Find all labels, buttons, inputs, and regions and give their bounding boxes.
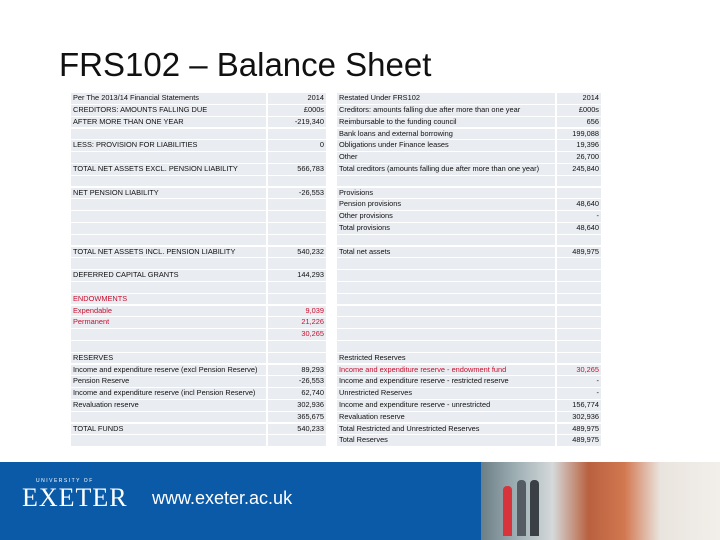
row-value <box>268 235 326 246</box>
row-label: TOTAL NET ASSETS INCL. PENSION LIABILITY <box>71 247 266 258</box>
table-row <box>71 434 326 446</box>
row-label: Income and expenditure reserve - endowment fund <box>337 365 555 376</box>
row-value: 156,774 <box>557 400 601 411</box>
table-row <box>71 352 326 364</box>
row-label <box>337 235 555 246</box>
table-row <box>71 234 326 246</box>
table-row <box>71 92 326 104</box>
row-value <box>557 270 601 281</box>
table-row <box>337 399 601 411</box>
row-label: Other provisions <box>337 211 555 222</box>
row-label <box>337 258 555 269</box>
table-row <box>337 210 601 222</box>
row-label <box>71 176 266 187</box>
row-label: Expendable <box>71 306 266 317</box>
table-row <box>337 257 601 269</box>
table-row <box>71 422 326 434</box>
row-label: Per The 2013/14 Financial Statements <box>71 93 266 104</box>
table-row <box>337 411 601 423</box>
row-value: 489,975 <box>557 247 601 258</box>
row-value: £000s <box>557 105 601 116</box>
row-label: Revaluation reserve <box>71 400 266 411</box>
table-row <box>71 269 326 281</box>
table-row <box>71 293 326 305</box>
table-row <box>71 151 326 163</box>
row-label: Other <box>337 152 555 163</box>
table-row <box>337 92 601 104</box>
row-value <box>268 176 326 187</box>
row-value: 540,233 <box>268 424 326 435</box>
table-row <box>337 104 601 116</box>
row-label: TOTAL FUNDS <box>71 424 266 435</box>
table-row <box>337 116 601 128</box>
row-value: 302,936 <box>557 412 601 423</box>
row-label <box>71 152 266 163</box>
table-row <box>71 399 326 411</box>
row-label: Restricted Reserves <box>337 353 555 364</box>
row-value <box>268 294 326 305</box>
table-row <box>71 375 326 387</box>
row-value: 489,975 <box>557 435 601 446</box>
row-value: 2014 <box>268 93 326 104</box>
row-label: Reimbursable to the funding council <box>337 117 555 128</box>
table-row <box>71 163 326 175</box>
row-value <box>268 258 326 269</box>
table-row <box>71 328 326 340</box>
row-label <box>337 176 555 187</box>
table-row <box>71 340 326 352</box>
row-value: 199,088 <box>557 129 601 140</box>
table-row <box>337 293 601 305</box>
table-row <box>337 281 601 293</box>
table-row <box>337 387 601 399</box>
row-value <box>557 353 601 364</box>
row-value: 566,783 <box>268 164 326 175</box>
row-label: Income and expenditure reserve (incl Pension Reserve) <box>71 388 266 399</box>
table-row <box>337 316 601 328</box>
row-value: 144,293 <box>268 270 326 281</box>
row-value: 26,700 <box>557 152 601 163</box>
row-label: ENDOWMENTS <box>71 294 266 305</box>
table-row <box>71 186 326 198</box>
row-label <box>337 341 555 352</box>
row-label <box>337 329 555 340</box>
row-label: AFTER MORE THAN ONE YEAR <box>71 117 266 128</box>
campus-photo <box>481 462 720 540</box>
row-value: 30,265 <box>557 365 601 376</box>
table-row <box>71 104 326 116</box>
row-label: Total creditors (amounts falling due after more than one year) <box>337 164 555 175</box>
row-value <box>557 306 601 317</box>
row-label: Pension Reserve <box>71 376 266 387</box>
row-value: -26,553 <box>268 188 326 199</box>
logo-subtitle: UNIVERSITY OF <box>36 478 94 484</box>
website-link[interactable]: www.exeter.ac.uk <box>152 488 293 508</box>
table-row <box>71 175 326 187</box>
row-value: 48,640 <box>557 199 601 210</box>
row-label: Total net assets <box>337 247 555 258</box>
row-label: Income and expenditure reserve - restricted reserve <box>337 376 555 387</box>
row-label: Obligations under Finance leases <box>337 140 555 151</box>
table-row <box>71 387 326 399</box>
row-value: £000s <box>268 105 326 116</box>
table-row <box>337 352 601 364</box>
row-value <box>268 282 326 293</box>
row-value: 48,640 <box>557 223 601 234</box>
row-value: 540,232 <box>268 247 326 258</box>
row-value: - <box>557 211 601 222</box>
row-label <box>337 282 555 293</box>
row-label <box>71 341 266 352</box>
person-figure <box>530 480 539 536</box>
row-value: 19,396 <box>557 140 601 151</box>
row-value <box>268 211 326 222</box>
table-row <box>71 304 326 316</box>
row-value: - <box>557 376 601 387</box>
row-label: LESS: PROVISION FOR LIABILITIES <box>71 140 266 151</box>
table-row <box>337 151 601 163</box>
row-label <box>71 258 266 269</box>
row-value <box>557 294 601 305</box>
table-row <box>71 210 326 222</box>
row-value: 302,936 <box>268 400 326 411</box>
row-label: Unrestricted Reserves <box>337 388 555 399</box>
row-label: Income and expenditure reserve (excl Pension Reserve) <box>71 365 266 376</box>
table-row <box>71 116 326 128</box>
person-figure <box>517 480 526 536</box>
row-value <box>268 129 326 140</box>
row-label: Total provisions <box>337 223 555 234</box>
row-label <box>71 211 266 222</box>
row-label <box>71 129 266 140</box>
row-value: -219,340 <box>268 117 326 128</box>
row-label: RESERVES <box>71 353 266 364</box>
row-value <box>268 223 326 234</box>
row-label: Total Reserves <box>337 435 555 446</box>
row-value <box>557 235 601 246</box>
table-row <box>337 186 601 198</box>
frs-2013-14-table <box>71 92 326 446</box>
table-row <box>337 175 601 187</box>
table-row <box>337 304 601 316</box>
row-label <box>337 317 555 328</box>
table-row <box>71 281 326 293</box>
row-value: 21,226 <box>268 317 326 328</box>
row-label <box>71 223 266 234</box>
slide-title: FRS102 – Balance Sheet <box>59 46 432 83</box>
row-label: Income and expenditure reserve - unrestricted <box>337 400 555 411</box>
row-value: 656 <box>557 117 601 128</box>
row-value <box>557 258 601 269</box>
table-row <box>337 422 601 434</box>
table-row <box>337 163 601 175</box>
row-label: Creditors: amounts falling due after more than one year <box>337 105 555 116</box>
row-label: Pension provisions <box>337 199 555 210</box>
row-label <box>71 329 266 340</box>
row-label: Permanent <box>71 317 266 328</box>
row-value <box>268 341 326 352</box>
table-row <box>71 363 326 375</box>
table-row <box>337 269 601 281</box>
row-value: 9,039 <box>268 306 326 317</box>
table-row <box>71 316 326 328</box>
row-value: 89,293 <box>268 365 326 376</box>
table-row <box>337 127 601 139</box>
table-row <box>337 434 601 446</box>
row-label <box>71 412 266 423</box>
frs102-restated-table <box>337 92 601 446</box>
row-label <box>337 270 555 281</box>
table-row <box>337 340 601 352</box>
table-row <box>71 198 326 210</box>
table-row <box>71 222 326 234</box>
table-row <box>337 139 601 151</box>
row-value <box>557 188 601 199</box>
row-label <box>71 199 266 210</box>
row-value <box>557 317 601 328</box>
table-row <box>71 127 326 139</box>
row-value: 62,740 <box>268 388 326 399</box>
row-value <box>268 199 326 210</box>
table-row <box>71 139 326 151</box>
row-value: 0 <box>268 140 326 151</box>
row-label: NET PENSION LIABILITY <box>71 188 266 199</box>
table-row <box>337 222 601 234</box>
row-value: 30,265 <box>268 329 326 340</box>
row-label: Total Restricted and Unrestricted Reserves <box>337 424 555 435</box>
row-value <box>557 282 601 293</box>
row-value <box>268 152 326 163</box>
row-value: 365,675 <box>268 412 326 423</box>
row-label <box>71 235 266 246</box>
row-value: 489,975 <box>557 424 601 435</box>
row-value <box>268 353 326 364</box>
row-label <box>337 306 555 317</box>
row-label <box>71 282 266 293</box>
table-row <box>337 363 601 375</box>
row-label: Restated Under FRS102 <box>337 93 555 104</box>
row-value: - <box>557 388 601 399</box>
row-label <box>71 435 266 446</box>
row-label: CREDITORS: AMOUNTS FALLING DUE <box>71 105 266 116</box>
row-label: Bank loans and external borrowing <box>337 129 555 140</box>
row-value: 245,840 <box>557 164 601 175</box>
table-row <box>71 257 326 269</box>
table-row <box>337 198 601 210</box>
table-row <box>337 245 601 257</box>
row-label: Provisions <box>337 188 555 199</box>
row-label: TOTAL NET ASSETS EXCL. PENSION LIABILITY <box>71 164 266 175</box>
table-row <box>71 411 326 423</box>
person-figure <box>503 486 512 536</box>
table-row <box>337 234 601 246</box>
row-value: 2014 <box>557 93 601 104</box>
row-value <box>268 435 326 446</box>
table-row <box>71 245 326 257</box>
row-value <box>557 341 601 352</box>
table-row <box>337 375 601 387</box>
row-value <box>557 329 601 340</box>
table-row <box>337 328 601 340</box>
row-label: DEFERRED CAPITAL GRANTS <box>71 270 266 281</box>
row-label: Revaluation reserve <box>337 412 555 423</box>
row-value: -26,553 <box>268 376 326 387</box>
row-value <box>557 176 601 187</box>
row-label <box>337 294 555 305</box>
logo-wordmark: EXETER <box>22 483 128 512</box>
footer-band <box>0 462 720 540</box>
